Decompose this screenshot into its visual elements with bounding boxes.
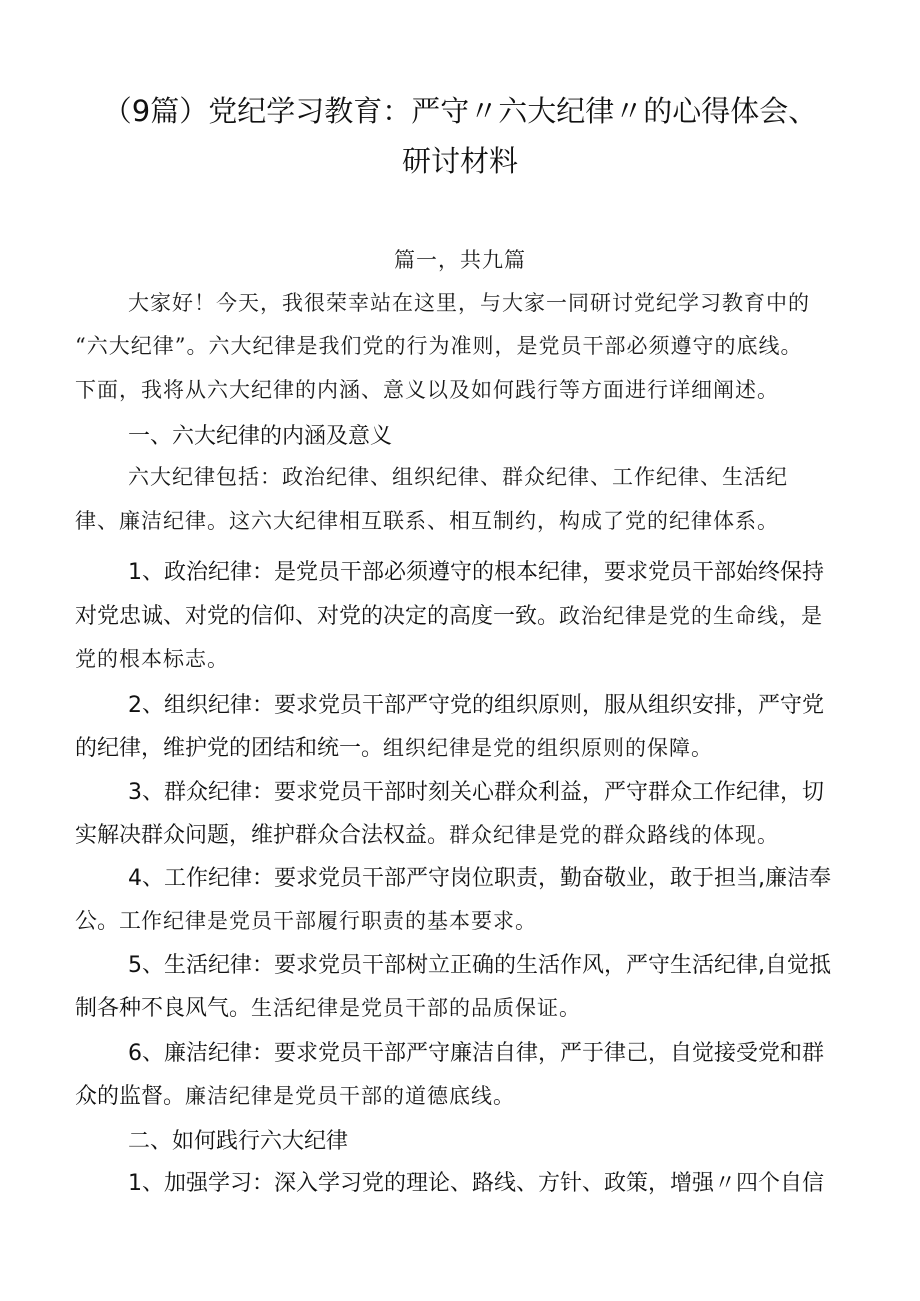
section2-heading: 二、如何践行六大纪律 bbox=[128, 1129, 349, 1154]
intro-line-2: “六大纪律”。六大纪律是我们党的行为准则，是党员干部必须遵守的底线。 bbox=[75, 334, 803, 358]
item-2-line-2 bbox=[75, 731, 865, 762]
item-1-line-1: 1、政治纪律：是党员干部必须遵守的根本纪律，要求党员干部始终保持 bbox=[128, 560, 824, 585]
item-4-bold: 公。工 bbox=[75, 909, 142, 934]
item-5-bold: 制各种不良风气。 bbox=[75, 996, 252, 1021]
title-line-1: （9篇）党纪学习教育：严守〃六大纪律〃的心得体会、 bbox=[102, 94, 818, 128]
intro-line-1: 大家好！今天，我很荣幸站在这里，与大家一同研讨党纪学习教育中的 bbox=[128, 291, 810, 315]
item-5-plain: 生活纪律是党员干部的品质保证。 bbox=[251, 996, 582, 1020]
item-1-bold: 对党忠诚、对党的信仰、对党的决定的高度一致。 bbox=[75, 604, 560, 629]
item-6-line-2 bbox=[75, 1079, 865, 1110]
item-5-line-2 bbox=[75, 991, 865, 1022]
section1-heading: 一、六大纪律的内涵及意义 bbox=[128, 424, 393, 449]
intro-line-3: 下面，我将从六大纪律的内涵、意义以及如何践行等方面进行详细阐述。 bbox=[75, 378, 779, 402]
item-4-line-1: 4、工作纪律：要求党员干部严守岗位职责，勤奋敬业，敢于担当,廉洁奉 bbox=[128, 866, 831, 891]
item-6-bold: 众的监督。 bbox=[75, 1084, 186, 1109]
item-3-plain: 群众纪律是党的群众路线的体现。 bbox=[449, 823, 780, 847]
item-3-line-1: 3、群众纪律：要求党员干部时刻关心群众利益，严守群众工作纪律，切 bbox=[128, 780, 824, 805]
title-line-2: 研讨材料 bbox=[401, 144, 518, 178]
item-1-plain: 政治纪律是党的生命线，是 bbox=[559, 604, 824, 628]
document-title bbox=[0, 86, 920, 186]
item-6-line-1: 6、廉洁纪律：要求党员干部严守廉洁自律，严于律己，自觉接受党和群 bbox=[128, 1041, 824, 1066]
section1-line-1: 六大纪律包括：政治纪律、组织纪律、群众纪律、工作纪律、生活纪 bbox=[128, 465, 788, 489]
subtitle: 篇一，共九篇 bbox=[394, 248, 526, 272]
item-6-plain: 廉洁纪律是党员干部的道德底线。 bbox=[185, 1084, 516, 1108]
item-1-line-3: 党的根本标志。 bbox=[75, 647, 229, 671]
item-5-line-1: 5、生活纪律：要求党员干部树立正确的生活作风，严守生活纪律,自觉抵 bbox=[128, 953, 831, 978]
item-2-plain: 组织纪律是党的组织原则的保障。 bbox=[383, 736, 714, 760]
section1-line-2: 律、廉洁纪律。这六大纪律相互联系、相互制约，构成了党的纪律体系。 bbox=[75, 509, 779, 533]
item-1-line-2 bbox=[75, 599, 865, 630]
item-4-line-2 bbox=[75, 904, 865, 935]
item-2-line-1: 2、组织纪律：要求党员干部严守党的组织原则，服从组织安排，严守党 bbox=[128, 693, 824, 718]
item-3-bold: 实解决群众问题，维护群众合法权益。 bbox=[75, 823, 450, 848]
item-4-plain: 作纪律是党员干部履行职责的基本要求。 bbox=[141, 909, 538, 933]
item-2-bold: 的纪律，维护党的团结和统一。 bbox=[75, 736, 384, 761]
item-3-line-2 bbox=[75, 818, 865, 849]
section2-item-1: 1、加强学习：深入学习党的理论、路线、方针、政策，增强〃四个自信 bbox=[128, 1171, 824, 1196]
